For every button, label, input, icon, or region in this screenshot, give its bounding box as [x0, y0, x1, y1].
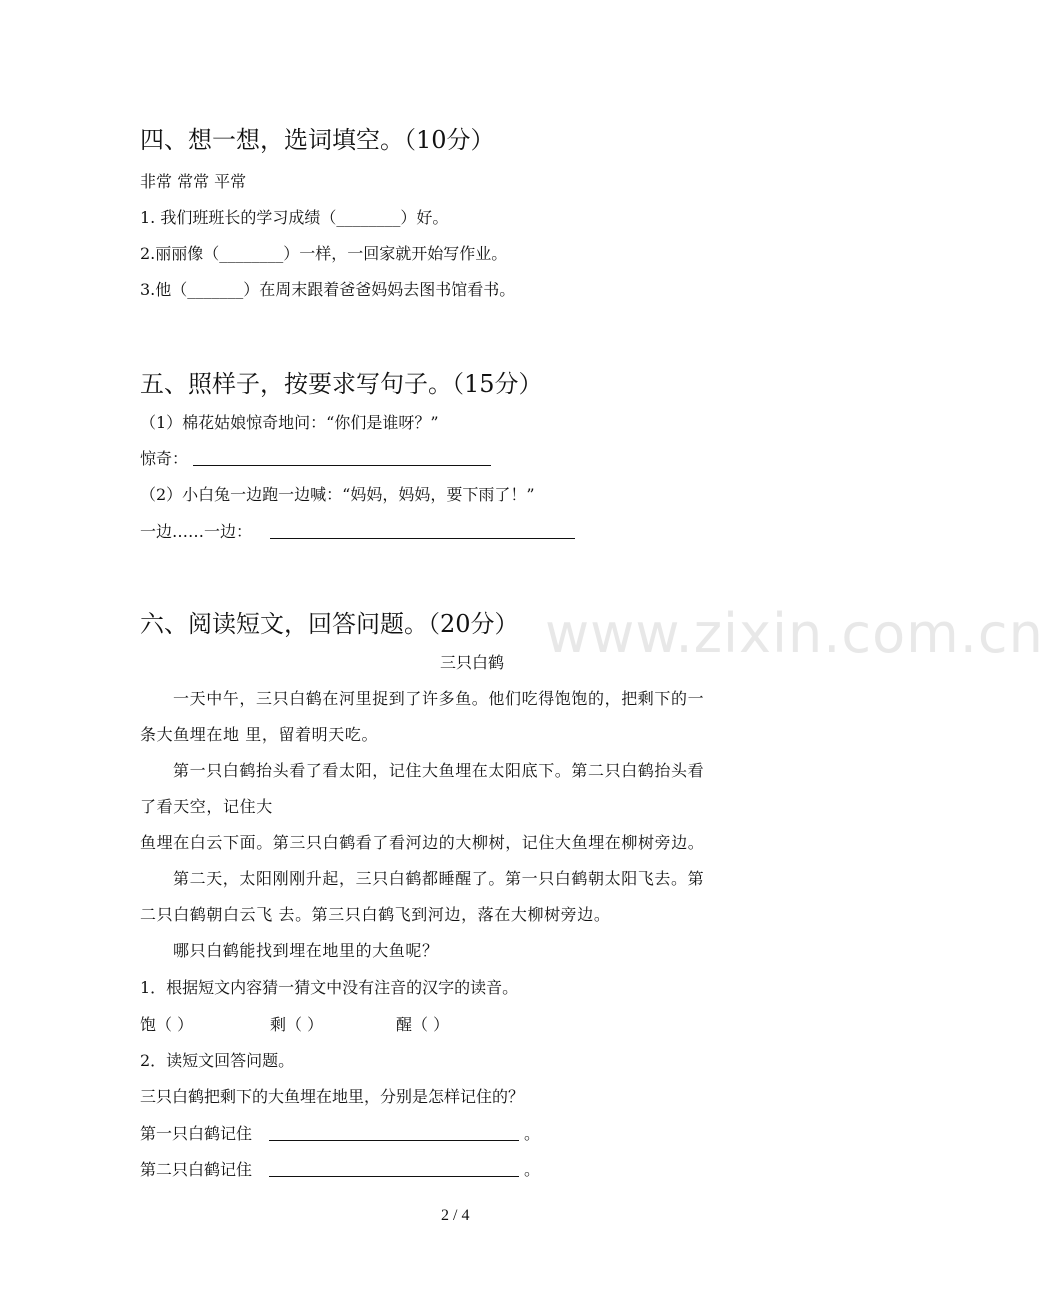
section5-title: 五、照样子，按要求写句子。（15分）	[140, 370, 543, 398]
story-title: 三只白鹤	[440, 653, 505, 672]
word-choices: 非常 常常 平常	[140, 172, 247, 191]
question-2: 2．读短文回答问题。	[140, 1051, 295, 1070]
fill-item-3: 3.他（_______）在周末跟着爸爸妈妈去图书馆看书。	[140, 280, 516, 299]
fill-item-2: 2.丽丽像（________）一样，一回家就开始写作业。	[140, 244, 508, 263]
sentence-q1-label: 惊奇：	[140, 449, 189, 468]
watermark: www.zixin.com.cn	[545, 602, 1044, 665]
pinyin-blank-2[interactable]: 剩（ ）	[270, 1015, 324, 1034]
answer-2-period: 。	[524, 1160, 541, 1179]
question-1: 1．根据短文内容猜一猜文中没有注音的汉字的读音。	[140, 978, 519, 997]
fill-item-1: 1. 我们班班长的学习成绩（________）好。	[140, 208, 449, 227]
answer-1-period: 。	[524, 1124, 541, 1143]
story-line: 第一只白鹤抬头看了看太阳，记住大鱼埋在太阳底下。第二只白鹤抬头看	[173, 761, 705, 780]
answer-line-3[interactable]	[269, 1140, 519, 1141]
answer-line-4[interactable]	[269, 1176, 519, 1177]
answer-line-2[interactable]	[270, 538, 575, 539]
section6-title: 六、阅读短文，回答问题。（20分）	[140, 610, 519, 638]
question-2-text: 三只白鹤把剩下的大鱼埋在地里，分别是怎样记住的？	[140, 1087, 525, 1106]
story-line: 了看天空，记住大	[140, 797, 273, 816]
pinyin-blank-1[interactable]: 饱（ ）	[140, 1015, 194, 1034]
sentence-q2-label: 一边……一边：	[140, 522, 253, 541]
section4-title: 四、想一想，选词填空。（10分）	[140, 126, 495, 154]
answer-2-label: 第二只白鹤记住	[140, 1160, 253, 1179]
sentence-q1: （1）棉花姑娘惊奇地问：“你们是谁呀？”	[140, 413, 439, 432]
sentence-q2: （2）小白兔一边跑一边喊：“妈妈，妈妈，要下雨了！”	[140, 485, 535, 504]
story-line: 第二天，太阳刚刚升起，三只白鹤都睡醒了。第一只白鹤朝太阳飞去。第	[173, 869, 705, 888]
story-line: 二只白鹤朝白云飞 去。第三只白鹤飞到河边，落在大柳树旁边。	[140, 905, 611, 924]
page-number: 2 / 4	[441, 1207, 470, 1224]
answer-1-label: 第一只白鹤记住	[140, 1124, 253, 1143]
story-line: 一天中午，三只白鹤在河里捉到了许多鱼。他们吃得饱饱的，把剩下的一	[173, 689, 705, 708]
answer-line-1[interactable]	[193, 465, 491, 466]
story-line: 条大鱼埋在地 里，留着明天吃。	[140, 725, 379, 744]
story-line: 鱼埋在白云下面。第三只白鹤看了看河边的大柳树，记住大鱼埋在柳树旁边。	[140, 833, 705, 852]
pinyin-blank-3[interactable]: 醒（ ）	[396, 1015, 450, 1034]
story-line: 哪只白鹤能找到埋在地里的大鱼呢？	[173, 941, 439, 960]
